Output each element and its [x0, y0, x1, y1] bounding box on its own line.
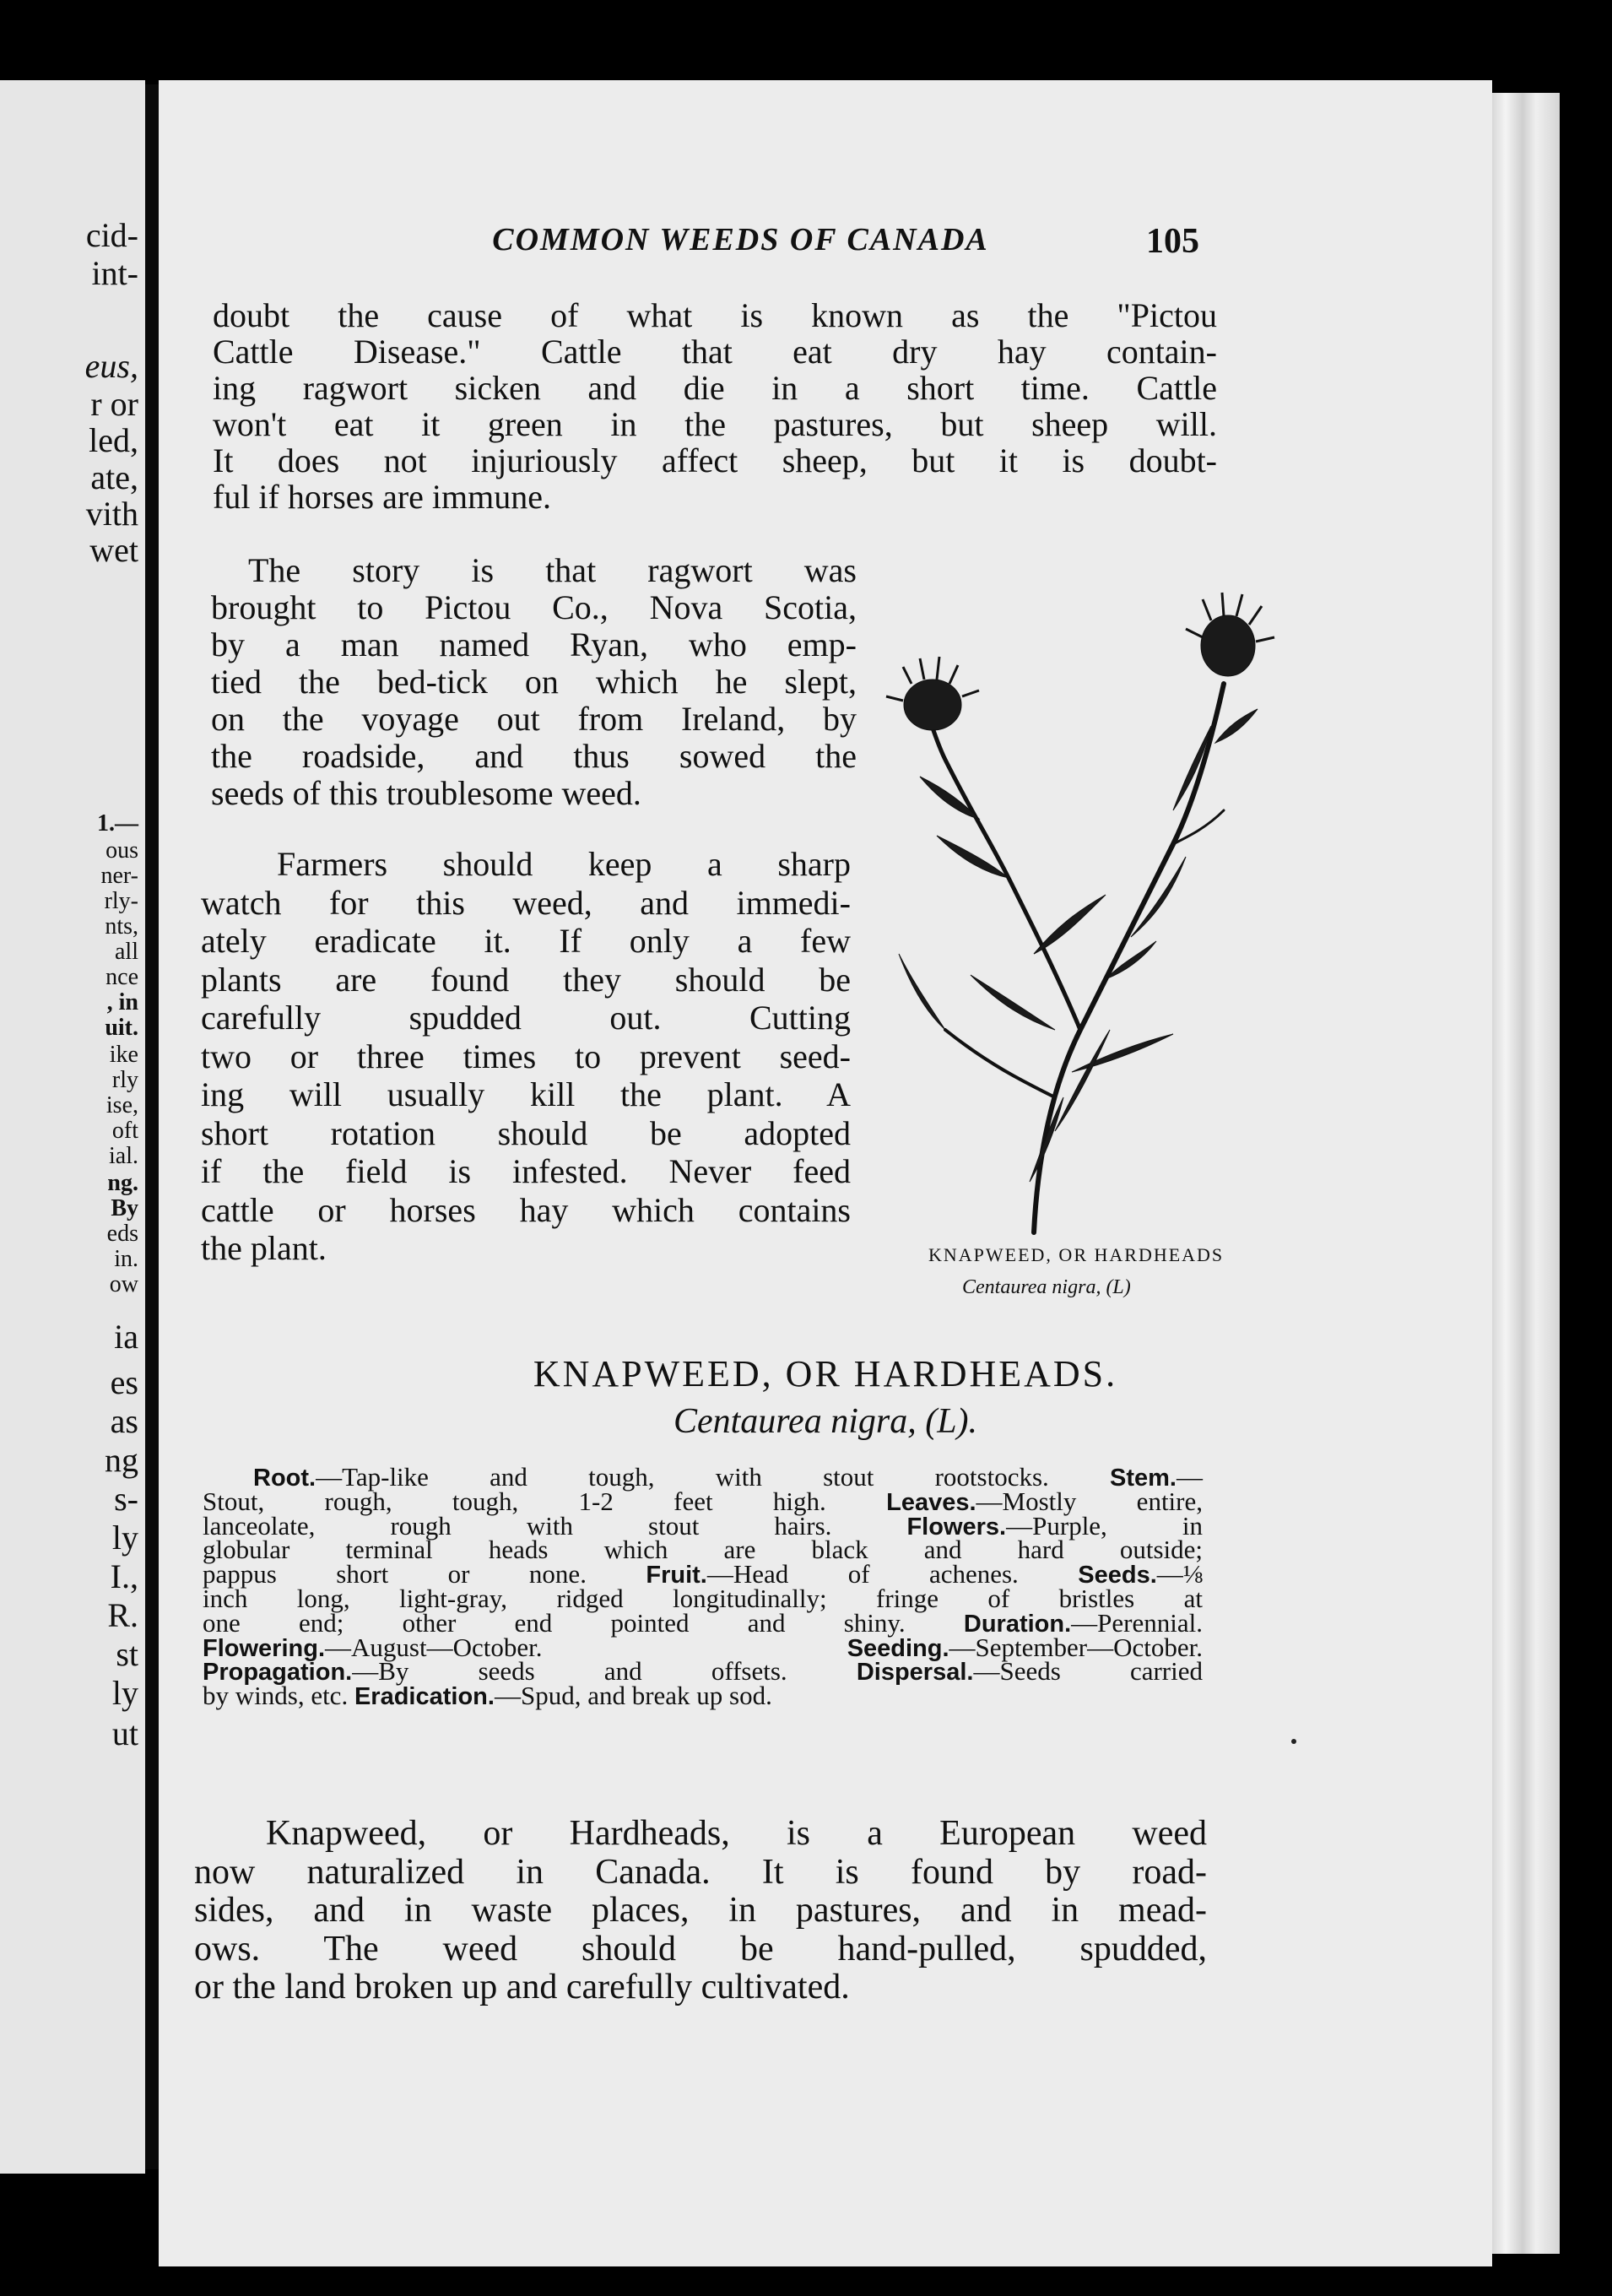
- left-page-fragment: 1.—: [97, 810, 138, 837]
- left-page-fragment: as: [110, 1402, 138, 1440]
- description-text: —Purple, in: [1006, 1510, 1203, 1541]
- left-page-fragment: cid-: [85, 216, 138, 254]
- left-page-fragment: ner-: [100, 863, 138, 889]
- text-line: cattle or horses hay which contains: [201, 1190, 851, 1229]
- left-page-fragment: rly-: [104, 888, 138, 914]
- text-line: The story is that ragwort was: [248, 551, 857, 589]
- text-line: two or three times to prevent seed-: [201, 1037, 851, 1075]
- left-page-fragment: r or: [90, 385, 138, 423]
- description-text: —Seeds carried: [973, 1656, 1203, 1687]
- text-line: It does not injuriously affect sheep, but it is doubt-: [213, 441, 1217, 479]
- left-page-fragment: vith: [85, 495, 138, 533]
- text-line: Knapweed, or Hardheads, is a European weed: [266, 1814, 1207, 1853]
- description-text: —: [1177, 1462, 1203, 1492]
- left-page-fragment: int-: [91, 254, 138, 292]
- description-text: —Perennial.: [1071, 1607, 1203, 1638]
- run-in-heading: Eradication.: [354, 1683, 495, 1711]
- description-text: —By seeds and offsets.: [352, 1656, 857, 1687]
- text-line: brought to Pictou Co., Nova Scotia,: [211, 588, 857, 626]
- description-text: globular terminal heads which are black and hard outside;: [203, 1535, 1203, 1565]
- text-line: ately eradicate it. If only a few: [201, 922, 851, 960]
- description-text: —September—October.: [949, 1632, 1203, 1662]
- text-line: Cattle Disease." Cattle that eat dry hay contain-: [213, 333, 1217, 371]
- section-scientific-name: Centaurea nigra, (L).: [673, 1402, 978, 1441]
- adjacent-page-strip: [0, 80, 145, 2174]
- left-page-fragment: ous: [105, 837, 138, 864]
- left-page-fragment: uit.: [105, 1015, 138, 1041]
- description-line: [203, 1681, 1203, 1711]
- left-page-fragment: eds: [106, 1221, 138, 1247]
- text-line: carefully spudded out. Cutting: [201, 999, 851, 1037]
- figure-caption-name: KNAPWEED, OR HARDHEADS: [928, 1244, 1225, 1265]
- figure-caption-scientific: Centaurea nigra, (L): [962, 1276, 1131, 1298]
- text-line: short rotation should be adopted: [201, 1113, 851, 1152]
- description-text: Stout, rough, tough, 1-2 feet high.: [203, 1486, 887, 1516]
- description-text: pappus short or none.: [203, 1559, 646, 1589]
- text-line: by a man named Ryan, who emp-: [211, 625, 857, 663]
- left-page-fragment: s-: [114, 1480, 138, 1518]
- text-line: tied the bed-tick on which he slept,: [211, 663, 857, 701]
- left-page-fragment: ut: [111, 1714, 138, 1752]
- run-in-heading: Duration.: [963, 1610, 1072, 1638]
- text-line: ing will usually kill the plant. A: [201, 1075, 851, 1113]
- left-page-fragment: nce: [105, 964, 138, 990]
- left-page-fragment: ly: [111, 1519, 138, 1557]
- run-in-heading: Flowering.: [203, 1634, 325, 1662]
- left-page-fragment: ial.: [109, 1143, 138, 1169]
- description-text: —⅛: [1156, 1559, 1203, 1589]
- run-in-heading: Fruit.: [646, 1562, 707, 1589]
- text-line: now naturalized in Canada. It is found by road-: [194, 1852, 1207, 1892]
- left-page-fragment: in.: [114, 1246, 138, 1272]
- description-text: —August—October.: [325, 1632, 847, 1662]
- text-line: Farmers should keep a sharp: [277, 845, 851, 883]
- text-line: ows. The weed should be hand-pulled, spudded,: [194, 1929, 1207, 1968]
- text-line: ing ragwort sicken and die in a short time. Cattle: [213, 369, 1217, 407]
- left-page-fragment: wet: [89, 531, 138, 569]
- left-page-fragment: all: [115, 939, 138, 965]
- description-text: —Spud, and break up sod.: [494, 1681, 772, 1711]
- left-page-fragment: ike: [109, 1042, 138, 1068]
- left-page-fragment: ow: [109, 1271, 138, 1297]
- text-line: if the field is infested. Never feed: [201, 1152, 851, 1190]
- description-text: —Head of achenes.: [706, 1559, 1079, 1589]
- section-title: KNAPWEED, OR HARDHEADS.: [533, 1353, 1118, 1394]
- run-in-heading: Propagation.: [203, 1659, 353, 1687]
- description-text: one end; other end pointed and shiny.: [203, 1607, 964, 1638]
- left-page-fragment: I.,: [110, 1557, 138, 1595]
- text-line: watch for this weed, and immedi-: [201, 883, 851, 922]
- left-page-fragment: By: [111, 1195, 138, 1221]
- left-page-fragment: st: [116, 1635, 138, 1673]
- left-page-fragment: led,: [89, 421, 138, 459]
- left-page-fragment: , in: [106, 989, 138, 1015]
- text-line: ful if horses are immune.: [213, 478, 551, 516]
- text-line: plants are found they should be: [201, 960, 851, 999]
- left-page-fragment: es: [110, 1363, 138, 1401]
- left-page-fragment: ate,: [90, 458, 138, 496]
- run-in-heading: Leaves.: [886, 1488, 976, 1516]
- text-line: the plant.: [201, 1229, 327, 1267]
- run-in-heading: Seeds.: [1078, 1562, 1157, 1589]
- page-edges: [1492, 93, 1560, 2254]
- text-line: seeds of this troublesome weed.: [211, 774, 641, 812]
- left-page-fragment: nts,: [105, 913, 138, 940]
- description-text: lanceolate, rough with stout hairs.: [203, 1510, 907, 1541]
- running-title: COMMON WEEDS OF CANADA: [492, 222, 989, 257]
- left-page-fragment: ng.: [107, 1170, 138, 1196]
- text-line: on the voyage out from Ireland, by: [211, 700, 857, 738]
- run-in-heading: Dispersal.: [856, 1659, 974, 1687]
- run-in-heading: Flowers.: [906, 1513, 1007, 1541]
- left-page-fragment: ia: [114, 1318, 138, 1356]
- left-page-fragment: oft: [111, 1118, 138, 1144]
- run-in-heading: Root.: [253, 1465, 316, 1492]
- left-page-fragment: ng: [105, 1441, 138, 1479]
- description-text: inch long, light-gray, ridged longitudinally; fringe of bristles at: [203, 1584, 1203, 1613]
- book-gutter: [145, 84, 159, 2169]
- left-page-fragment: ise,: [105, 1092, 138, 1118]
- text-line: or the land broken up and carefully cultivated.: [194, 1968, 850, 2006]
- run-in-heading: Seeding.: [847, 1634, 949, 1662]
- left-page-fragment: R.: [107, 1596, 138, 1634]
- text-line: won't eat it green in the pastures, but sheep will.: [213, 405, 1217, 443]
- left-page-fragment: eus,: [84, 347, 138, 385]
- ink-speck: [1291, 1739, 1296, 1744]
- description-text: —Mostly entire,: [976, 1486, 1204, 1516]
- text-line: the roadside, and thus sowed the: [211, 737, 857, 775]
- knapweed-illustration: [852, 557, 1325, 1249]
- page-number: 105: [1146, 222, 1199, 261]
- text-line: sides, and in waste places, in pastures, and in mead-: [194, 1891, 1207, 1930]
- description-text: —Tap-like and tough, with stout rootstocks.: [316, 1462, 1111, 1492]
- text-line: doubt the cause of what is known as the "Pictou: [213, 296, 1217, 334]
- description-text: by winds, etc.: [203, 1681, 354, 1711]
- run-in-heading: Stem.: [1110, 1465, 1177, 1492]
- left-page-fragment: rly: [111, 1067, 138, 1093]
- left-page-fragment: ly: [111, 1674, 138, 1712]
